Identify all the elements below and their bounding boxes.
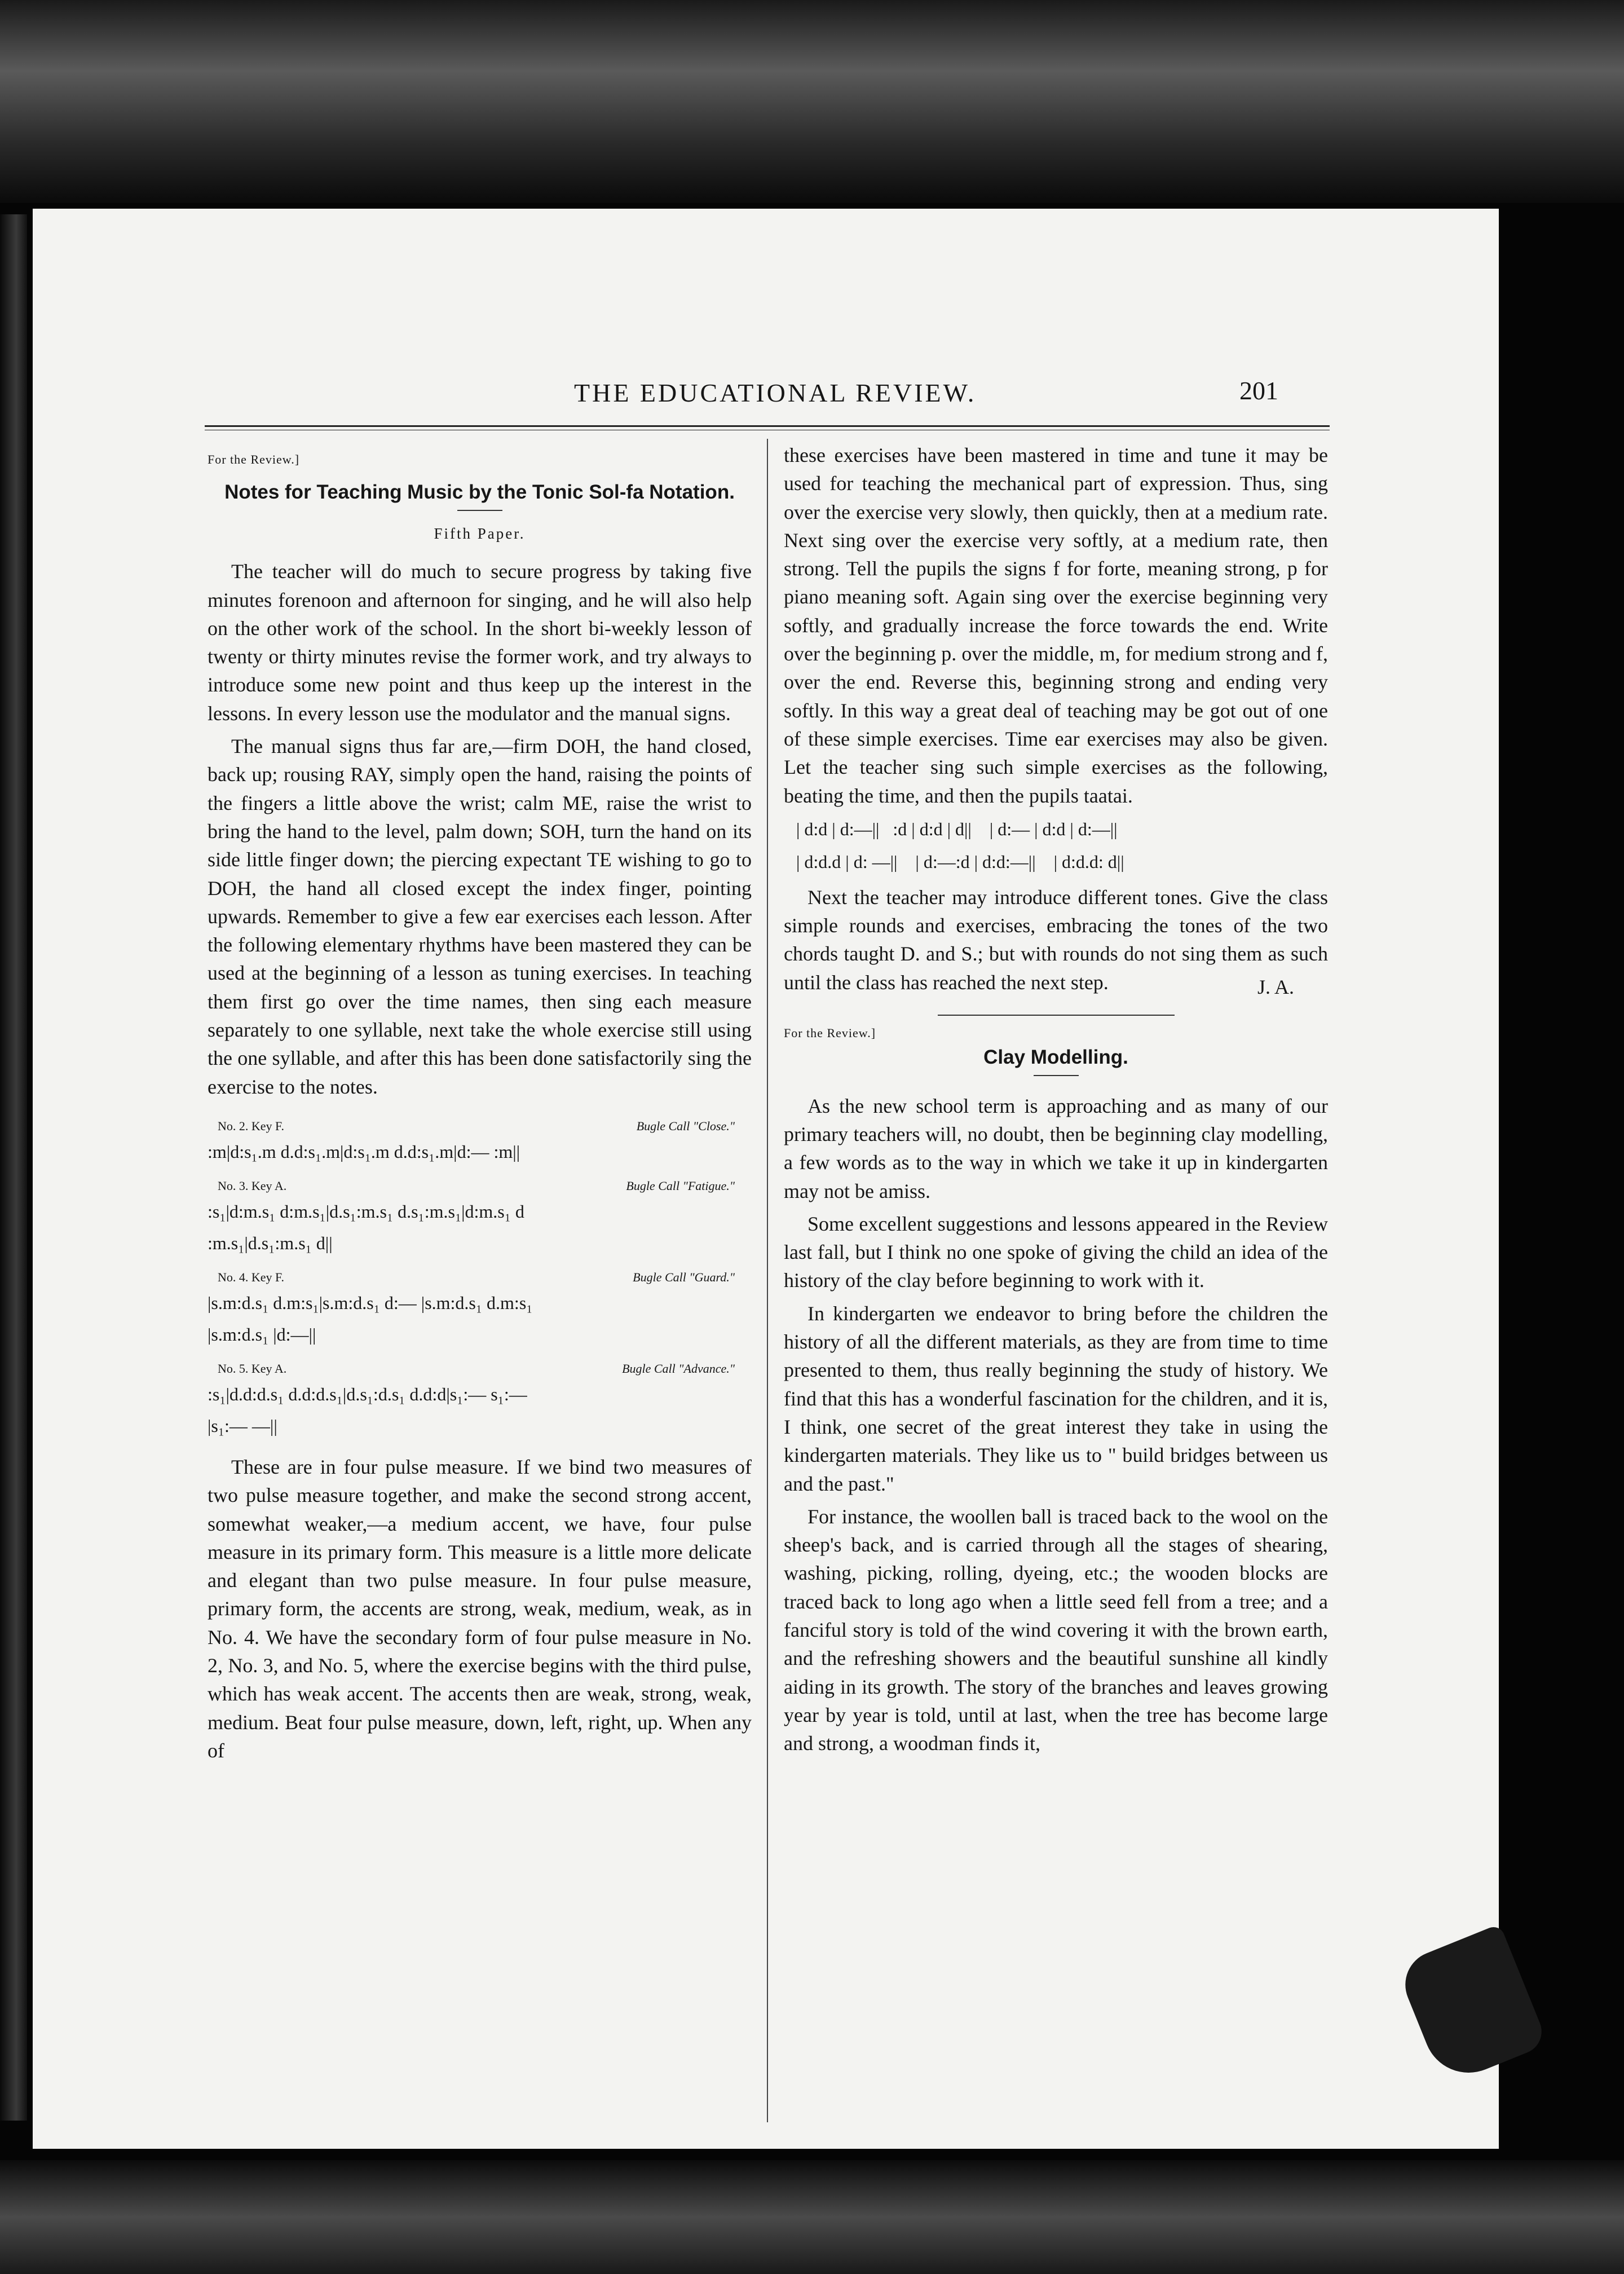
notation-line: :m|d:s₁.m d.d:s₁.m|d:s₁.m d.d:s₁.m|d:— :m|| — [208, 1141, 520, 1162]
paragraph: The teacher will do much to secure progress by taking five minutes forenoon and afternoon for singing, and he will also help on the other work of the school. In the short bi-weekly lesson of twenty or thirty minutes revise the former work, and try always to introduce some new point and thus keep up the interest in the lessons. In every lesson use the modulator and the manual signs. — [208, 560, 752, 725]
left-column — [208, 446, 752, 1769]
paragraph: these exercises have been mastered in time and tune it may be used for teaching the mechanical part of expression. Thus, sing over the exercise very slowly, then quickly, then at a medium rate. Next sing over the exercise very softly, at a medium rate, then strong. Tell the pupils the signs f for forte, meaning strong, p for piano meaning soft. Again sing over the exercise beginning very softly, and gradually increase the force towards the end. Write over the beginning p. over the middle, m, for medium strong and f, over the end. Reverse this, beginning strong and ending very softly. In this way a great deal of teaching may be got out of one of these simple exercises. Time ear exercises may also be given. Let the teacher sing such simple exercises as the following, beating the time, and then the pupils taatai. — [784, 444, 1328, 807]
exercise — [208, 1359, 752, 1442]
paragraph: Some excellent suggestions and lessons appeared in the Review last fall, but I think no one spoke of giving the child an idea of the history of the clay before beginning to work with it. — [784, 1212, 1328, 1292]
notation-line: :m.s₁|d.s₁:m.s₁ d|| — [208, 1232, 333, 1253]
exercise-label: No. 2. Key F. — [218, 1118, 285, 1133]
article-credit: For the Review.] — [784, 1026, 876, 1041]
signature: J. A. — [1257, 976, 1294, 999]
paragraph: As the new school term is approaching and as many of our primary teachers will, no doubt, then be beginning clay modelling, a few words as to the way in which we take it up in kindergarten may not be amiss. — [784, 1094, 1328, 1202]
notation-line: |s.m:d.s₁ d.m:s₁|s.m:d.s₁ d:— |s.m:d.s₁ d.m:s₁ — [208, 1292, 533, 1313]
exercise-label: No. 5. Key A. — [218, 1361, 287, 1376]
header-rule — [205, 425, 1330, 427]
paragraph: Next the teacher may introduce different tones. Give the class simple rounds and exercises, embracing the tones of the two chords taught D. and S.; but with rounds do not sing them as such until the class has reached the next step. — [784, 885, 1328, 994]
column-divider — [767, 439, 768, 2122]
rhythm-line: | d:d.d | d: —|| | d:—:d | d:d:—|| | d:d.d: d|| — [796, 851, 1124, 872]
running-head: THE EDUCATIONAL REVIEW. — [574, 378, 977, 407]
article-title: Clay Modelling. — [983, 1046, 1128, 1068]
notation-line: |s₁:— —|| — [208, 1415, 277, 1436]
notation-line: |s.m:d.s₁ |d:—|| — [208, 1324, 316, 1345]
exercise-label: No. 4. Key F. — [218, 1270, 285, 1284]
article-separator — [938, 1015, 1175, 1016]
notation-line: :s₁|d.d:d.s₁ d.d:d.s₁|d.s₁:d.s₁ d.d:d|s₁:— s₁:— — [208, 1383, 527, 1404]
page-number: 201 — [1239, 376, 1278, 405]
exercise — [208, 1176, 752, 1259]
exercise — [208, 1268, 752, 1350]
exercise-label: No. 3. Key A. — [218, 1178, 287, 1193]
exercise-call: Bugle Call "Advance." — [622, 1361, 735, 1376]
article-credit: For the Review.] — [208, 452, 300, 466]
book-spine — [0, 214, 27, 2121]
scan-bottom-border — [0, 2160, 1624, 2274]
article-title: Notes for Teaching Music by the Tonic Sol-fa Notation. — [224, 481, 735, 504]
exercise-call: Bugle Call "Guard." — [633, 1270, 735, 1284]
rhythm-line: | d:d | d:—|| :d | d:d | d|| | d:— | d:d | d:—|| — [796, 818, 1118, 839]
exercise — [208, 1117, 752, 1167]
article-subtitle: Fifth Paper. — [434, 525, 526, 543]
exercise-call: Bugle Call "Close." — [636, 1118, 735, 1133]
title-rule — [457, 510, 502, 511]
scan-top-border — [0, 0, 1624, 203]
paragraph: The manual signs thus far are,—firm DOH, the hand closed, back up; rousing RAY, simply open the hand, raising the points of the fingers a little above the wrist; calm ME, raise the wrist to bring the hand to the level, palm down; SOH, turn the hand on its side little finger down; the piercing expectant TE wishing to go to DOH, the hand all closed except the index finger, pointing upwards. Remember to give a few ear exercises each lesson. After the following elementary rhythms have been mastered they can be used at the beginning of a lesson as tuning exercises. In teaching them first go over the time names, then sing each measure separately to one syllable, next take the whole exercise still using the one syllable, and after this has been done satisfactorily sing the exercise to the notes. — [208, 735, 752, 1098]
exercise-list — [208, 1117, 752, 1442]
exercise-call: Bugle Call "Fatigue." — [626, 1178, 735, 1193]
right-column — [784, 441, 1328, 1762]
book-page — [33, 209, 1499, 2149]
title-rule — [1034, 1075, 1079, 1076]
paragraph: For instance, the woollen ball is traced back to the wool on the sheep's back, and is carried through all the stages of shearing, washing, picking, rolling, dyeing, etc.; the wooden blocks are traced back to long ago when a little seed fell from a tree; and a fanciful story is told of the wind covering it with the brown earth, and the refreshing showers and the beautiful sunshine all kindly aiding in its growth. The story of the branches and leaves growing year by year is told, until at last, when the tree has become large and strong, a woodman finds it, — [784, 1505, 1328, 1755]
notation-line: :s₁|d:m.s₁ d:m.s₁|d.s₁:m.s₁ d.s₁:m.s₁|d:m.s₁ d — [208, 1201, 524, 1222]
paragraph: In kindergarten we endeavor to bring before the children the history of all the different materials, as they are from time to time presented to them, thus really beginning the study of history. We find that this has a wonderful fascination for the children, and it is, I think, one secret of the great interest they take in using the kindergarten materials. They like us to " build bridges between us and the past." — [784, 1302, 1328, 1495]
paragraph: These are in four pulse measure. If we bind two measures of two pulse measure together, and make the second strong accent, somewhat weaker,—a medium accent, we have, four pulse measure in its primary form. This measure is a little more delicate and elegant than two pulse measure. In four pulse measure, primary form, the accents are strong, weak, medium, weak, as in No. 4. We have the secondary form of four pulse measure in No. 2, No. 3, and No. 5, where the exercise begins with the third pulse, which has weak accent. The accents then are weak, strong, weak, medium. Beat four pulse measure, down, left, right, up. When any of — [208, 1455, 752, 1762]
